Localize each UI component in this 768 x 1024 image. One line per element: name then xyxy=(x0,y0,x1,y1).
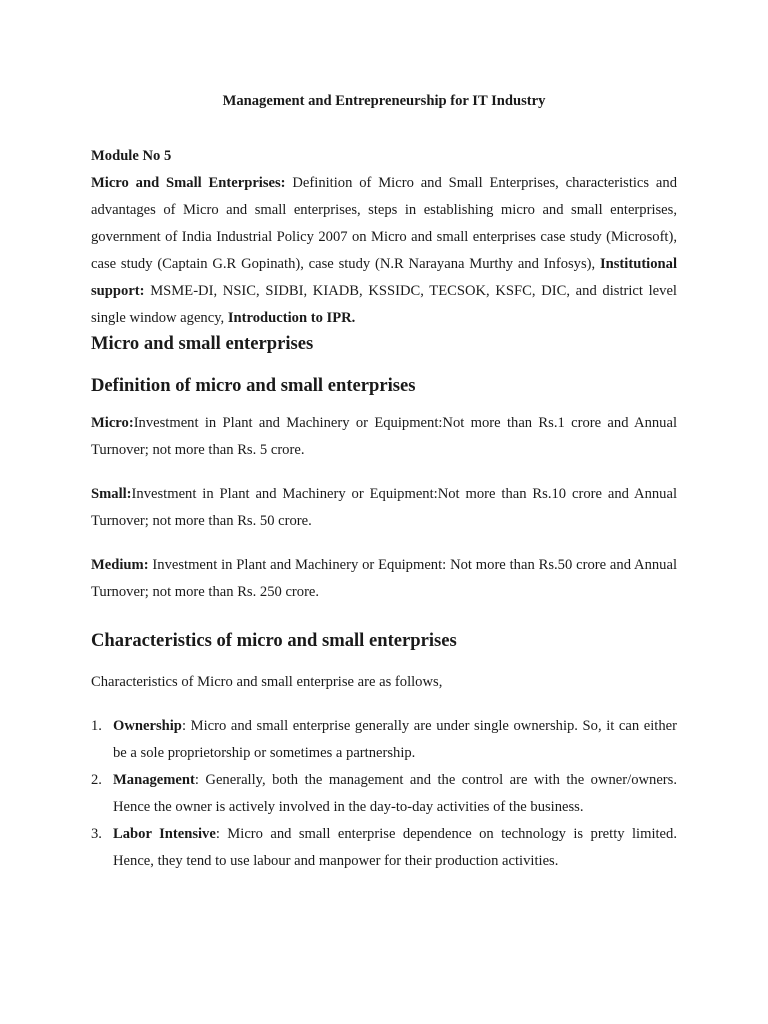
list-item-text: : Micro and small enterprise dependence on technology is pretty limited. Hence, they tend to use labour and manpower for their production activities. xyxy=(113,826,677,869)
definition-text: Investment in Plant and Machinery or Equipment: Not more than Rs.50 crore and Annual Turnover; not more than Rs. 250 crore. xyxy=(91,557,677,600)
list-item-label: Management xyxy=(113,772,195,788)
definition-label: Medium: xyxy=(91,557,149,573)
heading-characteristics: Characteristics of micro and small enterprises xyxy=(91,630,457,651)
definition-label: Small: xyxy=(91,486,132,502)
list-item xyxy=(91,767,677,821)
list-number: 3. xyxy=(91,826,102,842)
syllabus-label: Micro and Small Enterprises: xyxy=(91,175,286,191)
definition-micro xyxy=(91,410,677,464)
definition-label: Micro: xyxy=(91,415,134,431)
heading-definition: Definition of micro and small enterprises xyxy=(91,375,416,396)
list-item xyxy=(91,821,677,875)
characteristics-intro: Characteristics of Micro and small enterprise are as follows, xyxy=(91,674,443,690)
syllabus-text-2: MSME-DI, NSIC, SIDBI, KIADB, KSSIDC, TECSOK, KSFC, DIC, and district level single window agency, xyxy=(91,283,677,326)
list-number: 1. xyxy=(91,718,102,734)
list-item-text: : Micro and small enterprise generally are under single ownership. So, it can either be a sole proprietorship or sometimes a partnership. xyxy=(113,718,677,761)
syllabus-label-2: Institutional support: xyxy=(91,256,677,299)
list-item-label: Labor Intensive xyxy=(113,826,216,842)
list-item-label: Ownership xyxy=(113,718,182,734)
definition-medium xyxy=(91,552,677,606)
module-number: Module No 5 xyxy=(91,148,172,164)
syllabus-label-3: Introduction to IPR. xyxy=(227,310,356,326)
characteristics-list xyxy=(91,713,677,875)
syllabus-paragraph xyxy=(91,170,677,332)
list-item xyxy=(91,713,677,767)
definition-text: Investment in Plant and Machinery or Equipment:Not more than Rs.1 crore and Annual Turnover; not more than Rs. 5 crore. xyxy=(91,415,677,458)
definition-text: Investment in Plant and Machinery or Equipment:Not more than Rs.10 crore and Annual Turnover; not more than Rs. 50 crore. xyxy=(91,486,677,529)
heading-micro-small: Micro and small enterprises xyxy=(91,333,314,354)
document-title: Management and Entrepreneurship for IT Industry xyxy=(222,93,546,109)
list-number: 2. xyxy=(91,772,102,788)
list-item-text: : Generally, both the management and the control are with the owner/owners. Hence the owner is actively involved in the day-to-day activities of the business. xyxy=(113,772,677,815)
syllabus-text-1: Definition of Micro and Small Enterprises, characteristics and advantages of Micro and small enterprises, steps in establishing micro and small enterprises, government of India Industrial Policy 2007 on Micro and small enterprises case study (Microsoft), case study (Captain G.R Gopinath), case study (N.R Narayana Murthy and Infosys), xyxy=(91,175,677,272)
definition-small xyxy=(91,481,677,535)
